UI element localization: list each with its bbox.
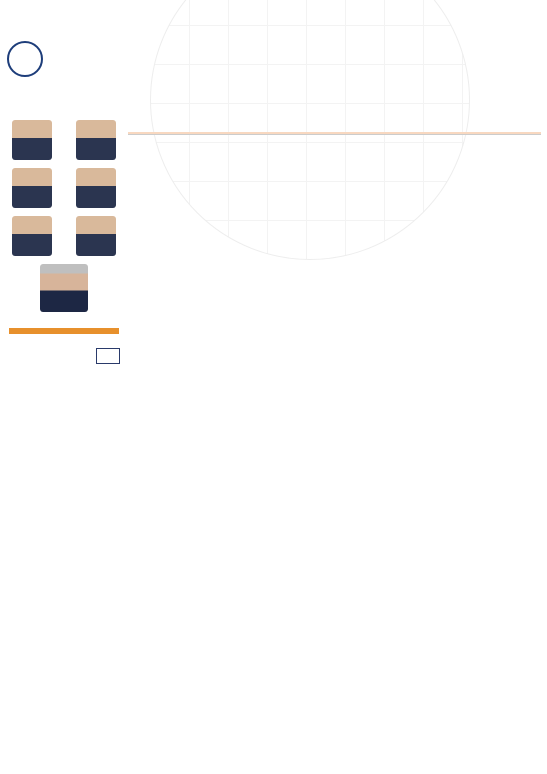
header — [90, 30, 510, 36]
speaker-photo — [12, 120, 52, 160]
speaker — [71, 120, 121, 162]
agenda-row — [128, 132, 541, 135]
speaker — [7, 120, 57, 162]
ono-name — [9, 328, 119, 334]
speaker-photo — [76, 168, 116, 208]
speaker — [7, 216, 57, 258]
speaker-photo — [12, 168, 52, 208]
background-globe — [150, 0, 470, 260]
speaker-photo — [76, 120, 116, 160]
gkh-text — [32, 348, 92, 364]
guest-speaker — [36, 264, 92, 312]
speaker-row — [0, 168, 128, 210]
speaker-row — [0, 120, 128, 162]
iia-logo — [6, 40, 44, 78]
gkh-logo — [0, 348, 128, 364]
speaker-photo — [12, 216, 52, 256]
guest-photo — [40, 264, 88, 312]
agenda-text — [150, 132, 541, 134]
agenda — [128, 132, 541, 135]
ono-logo — [9, 328, 119, 334]
speaker-row — [0, 216, 128, 258]
speaker — [71, 168, 121, 210]
speaker — [7, 168, 57, 210]
sidebar — [0, 120, 128, 374]
gkh-mark — [96, 348, 120, 364]
speaker-photo — [76, 216, 116, 256]
agenda-time — [128, 132, 150, 134]
speaker — [71, 216, 121, 258]
